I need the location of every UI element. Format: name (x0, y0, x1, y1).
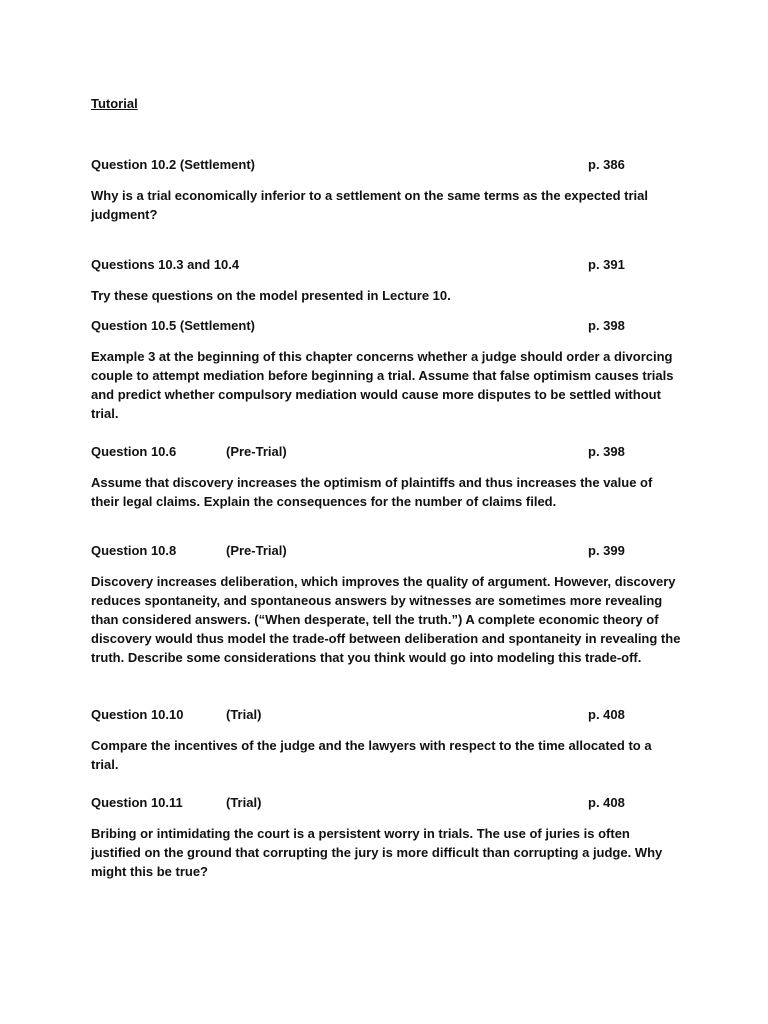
question-text: Why is a trial economically inferior to a settlement on the same terms as the expected trial judgment? (91, 188, 649, 222)
question-category: (Trial) (226, 707, 262, 722)
question-category: (Pre-Trial) (226, 543, 287, 558)
question-label: Question 10.2 (Settlement) (91, 157, 255, 172)
question-text: Compare the incentives of the judge and the lawyers with respect to the time allocated to a trial. (91, 738, 652, 772)
page-reference: p. 408 (588, 795, 625, 810)
question-label: Question 10.6 (91, 444, 177, 459)
question-header (91, 442, 681, 461)
question-header (91, 255, 681, 274)
question-header (91, 155, 681, 174)
page-reference: p. 391 (588, 257, 625, 272)
page-reference: p. 408 (588, 707, 625, 722)
question-block (91, 793, 681, 881)
question-header (91, 793, 681, 812)
question-block (91, 255, 681, 305)
question-block (91, 705, 681, 774)
question-label: Questions 10.3 and 10.4 (91, 257, 240, 272)
question-header (91, 316, 681, 335)
question-header (91, 541, 681, 560)
question-header (91, 705, 681, 724)
question-block (91, 155, 681, 224)
question-text: Discovery increases deliberation, which improves the quality of argument. However, discovery reduces spontaneity, and spontaneous answers by witnesses are sometimes more revealing than considered answers. (“When desperate, tell the truth.”) A complete economic theory of discovery would thus model the trade-off between deliberation and spontaneity in revealing the truth. Describe some considerations that you think would go into modeling this trade-off. (91, 574, 681, 665)
question-label: Question 10.10 (91, 707, 184, 722)
question-label: Question 10.5 (Settlement) (91, 318, 255, 333)
question-text: Bribing or intimidating the court is a persistent worry in trials. The use of juries is often justified on the ground that corrupting the jury is more difficult than corrupting a judge. Why might this be true? (91, 826, 663, 879)
page-reference: p. 398 (588, 318, 625, 333)
page-title: Tutorial (91, 96, 138, 111)
question-text: Example 3 at the beginning of this chapter concerns whether a judge should order a divorcing couple to attempt mediation before beginning a trial. Assume that false optimism causes trials and predict whether compulsory mediation would cause more disputes to be settled without trial. (91, 349, 674, 421)
question-block (91, 442, 681, 511)
question-category: (Pre-Trial) (226, 444, 287, 459)
question-text: Try these questions on the model presented in Lecture 10. (91, 288, 451, 303)
question-text: Assume that discovery increases the optimism of plaintiffs and thus increases the value of their legal claims. Explain the consequences for the number of claims filed. (91, 475, 653, 509)
question-block (91, 316, 681, 423)
page-reference: p. 386 (588, 157, 625, 172)
question-category: (Trial) (226, 795, 262, 810)
question-label: Question 10.8 (91, 543, 177, 558)
page-reference: p. 399 (588, 543, 625, 558)
question-block (91, 541, 681, 667)
page-reference: p. 398 (588, 444, 625, 459)
question-label: Question 10.11 (91, 795, 183, 810)
